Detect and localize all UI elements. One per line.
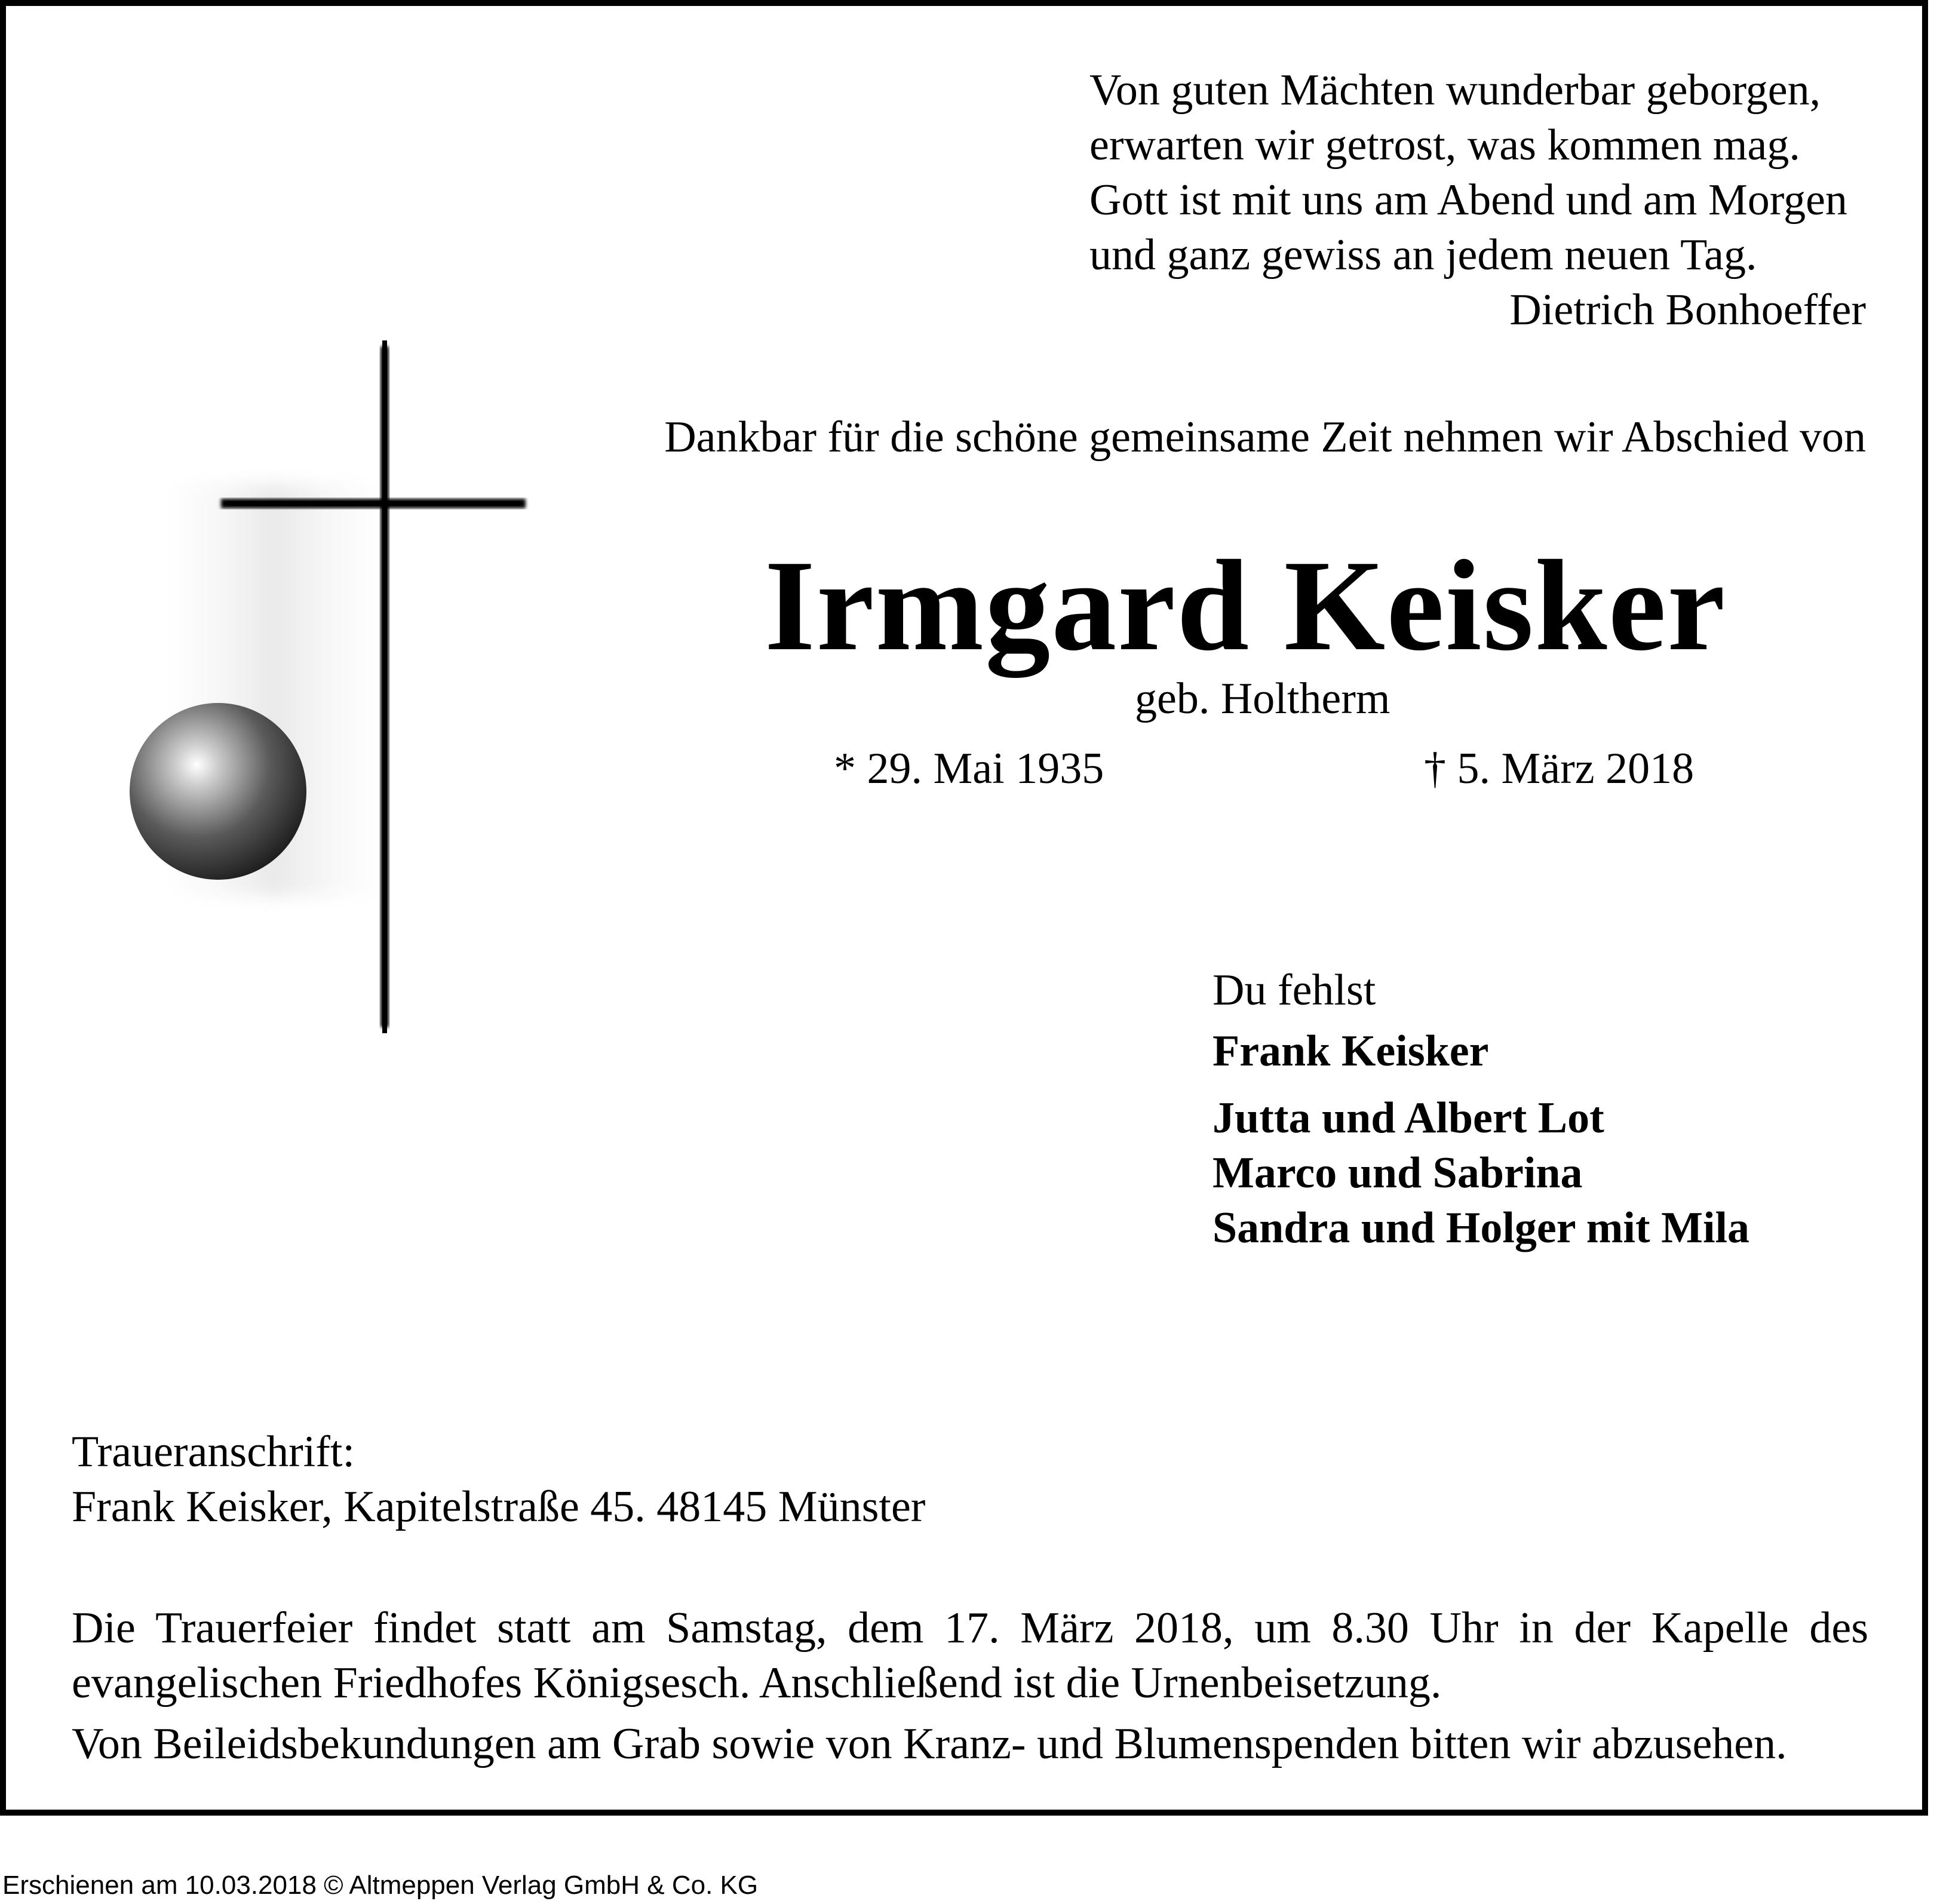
farewell-intro: Dankbar für die schöne gemeinsame Zeit nehmen wir Abschied von xyxy=(664,413,1866,462)
sphere-icon xyxy=(130,703,306,880)
mourner-name: Marco und Sabrina xyxy=(1212,1148,1583,1197)
condolence-request: Von Beileidsbekundungen am Grab sowie von Kranz- und Blumenspenden bitten wir abzusehen. xyxy=(72,1719,1787,1768)
maiden-name: geb. Holtherm xyxy=(1135,674,1390,723)
ceremony-text: Die Trauerfeier findet statt am Samstag, dem 17. März 2018, um 8.30 Uhr in der Kapelle des evangelischen Friedhofes Königsesch. Anschließend ist die Urnenbeisetzung. xyxy=(72,1604,1868,1708)
address-value: Frank Keisker, Kapitelstraße 45. 48145 Münster xyxy=(72,1482,926,1531)
deceased-name: Irmgard Keisker xyxy=(765,534,1727,678)
ceremony-block xyxy=(72,1601,1868,1771)
death-date: † 5. März 2018 xyxy=(1424,744,1695,793)
quote-line: Von guten Mächten wunderbar geborgen, xyxy=(1089,66,1821,115)
mourners-heading: Du fehlst xyxy=(1212,966,1376,1015)
mourner-name: Sandra und Holger mit Mila xyxy=(1212,1203,1750,1252)
address-label: Traueranschrift: xyxy=(72,1427,355,1476)
mourner-name: Jutta und Albert Lot xyxy=(1212,1094,1604,1143)
mourners-block xyxy=(1212,963,1749,1255)
quote-line: und ganz gewiss an jedem neuen Tag. xyxy=(1089,231,1757,280)
quote-line: erwarten wir getrost, was kommen mag. xyxy=(1089,121,1800,170)
quote-block xyxy=(1089,63,1866,337)
publication-footer: Erschienen am 10.03.2018 © Altmeppen Verlag GmbH & Co. KG xyxy=(2,1871,759,1900)
quote-line: Gott ist mit uns am Abend und am Morgen xyxy=(1089,176,1847,225)
mourner-name: Frank Keisker xyxy=(1212,1027,1489,1076)
quote-author: Dietrich Bonhoeffer xyxy=(1509,285,1866,334)
cross-emblem xyxy=(90,334,544,1039)
mourning-address xyxy=(72,1424,925,1534)
birth-date: * 29. Mai 1935 xyxy=(834,744,1104,793)
